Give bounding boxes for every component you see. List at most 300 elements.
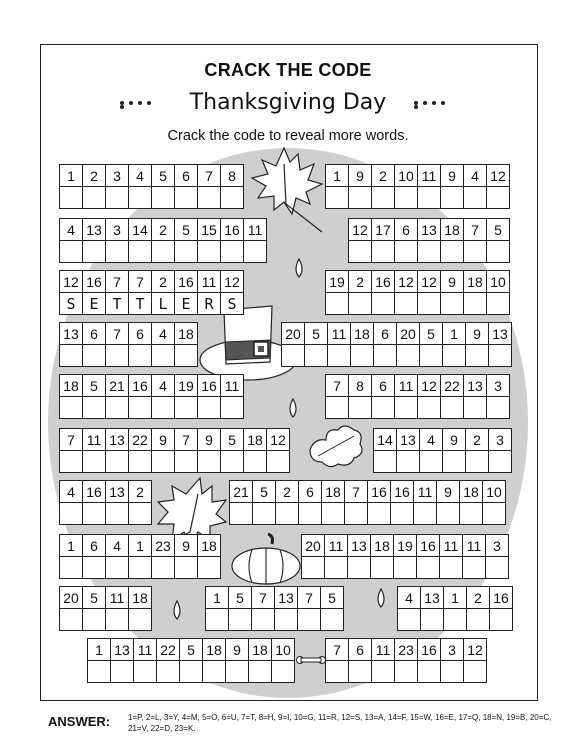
answer-letter-cell[interactable] [348,292,372,315]
answer-letter-cell[interactable] [440,396,464,419]
code-number-cell: 5 [179,638,203,661]
answer-letter-cell[interactable] [275,502,299,525]
answer-letter-cell[interactable] [59,240,83,263]
code-number-cell: 11 [82,428,106,451]
code-number-cell: 2 [465,428,489,451]
code-number-cell: 13 [347,534,371,557]
answer-letter-cell[interactable] [488,344,512,367]
answer-letter-cell[interactable] [348,660,372,683]
code-number-cell: 15 [197,218,221,241]
code-number-cell: 22 [156,638,180,661]
answer-letter-cell[interactable] [459,502,483,525]
code-number-cell: 7 [59,428,83,451]
answer-letter-cell[interactable] [417,186,441,209]
answer-letter-cell[interactable] [298,502,322,525]
answer-letter-cell[interactable] [220,450,244,473]
answer-letter-cell[interactable] [105,556,129,579]
code-number-cell: 1 [442,322,466,345]
answer-letter-cell[interactable] [151,240,175,263]
answer-letter-cell[interactable] [463,240,487,263]
answer-letter-cell[interactable] [197,186,221,209]
answer-letter-cell[interactable] [266,450,290,473]
code-number-cell: 13 [417,218,441,241]
answer-letter-cell[interactable] [373,344,397,367]
answer-letter-cell[interactable] [325,660,349,683]
code-number-cell: 1 [205,586,229,609]
answer-letter-cell[interactable] [463,292,487,315]
answer-letter-cell[interactable] [82,344,106,367]
answer-letter-cell[interactable] [128,608,152,631]
answer-letter-cell[interactable] [486,240,510,263]
code-number-cell: 9 [225,638,249,661]
answer-letter-cell[interactable] [465,450,489,473]
code-number-cell: 10 [271,638,295,661]
code-number-cell: 2 [82,164,106,187]
answer-letter-cell[interactable] [370,556,394,579]
answer-letter-cell[interactable]: S [59,292,83,315]
answer-letter-cell[interactable]: R [197,292,221,315]
answer-letter-cell[interactable] [440,186,464,209]
answer-letter-cell[interactable] [82,502,106,525]
answer-letter-cell[interactable] [371,660,395,683]
answer-letter-cell[interactable] [197,450,221,473]
answer-letter-cell[interactable] [420,608,444,631]
code-number-cell: 14 [128,218,152,241]
answer-letter-cell[interactable] [417,396,441,419]
answer-text: 1=P, 2=L, 3=Y, 4=M, 5=O, 6=U, 7=T, 8=H, 9=I, 10=G, 11=R, 12=S, 13=A, 14=F, 15=W, 16=E, 17=Q, 18=N, 19=B, 20=C, 21=V, 22=D, 23=K. [128,713,552,733]
answer-letter-cell[interactable] [394,292,418,315]
answer-letter-cell[interactable] [373,450,397,473]
code-number-cell: 11 [197,270,221,293]
answer-letter-cell[interactable] [419,450,443,473]
answer-letter-cell[interactable]: E [174,292,198,315]
answer-letter-cell[interactable] [393,556,417,579]
code-number-cell: 6 [348,638,372,661]
answer-letter-cell[interactable] [128,556,152,579]
code-number-cell: 14 [373,428,397,451]
answer-letter-cell[interactable] [271,660,295,683]
code-number-cell: 23 [151,534,175,557]
code-number-cell: 4 [59,480,83,503]
answer-letter-cell[interactable] [59,450,83,473]
answer-letter-cell[interactable] [110,660,134,683]
answer-letter-cell[interactable] [128,450,152,473]
answer-letter-cell[interactable] [105,608,129,631]
answer-letter-cell[interactable] [394,240,418,263]
answer-letter-cell[interactable] [105,502,129,525]
code-number-cell: 12 [394,270,418,293]
answer-letter-cell[interactable] [174,344,198,367]
answer-letter-cell[interactable] [82,396,106,419]
answer-letter-cell[interactable] [133,660,157,683]
code-number-cell: 7 [105,270,129,293]
code-number-cell: 11 [105,586,129,609]
code-number-cell: 5 [174,218,198,241]
answer-letter-cell[interactable] [174,556,198,579]
code-number-cell: 11 [371,638,395,661]
code-number-cell: 3 [105,164,129,187]
answer-letter-cell[interactable] [439,556,463,579]
code-number-cell: 9 [440,164,464,187]
code-number-cell: 13 [82,218,106,241]
code-number-cell: 13 [488,322,512,345]
code-number-cell: 7 [325,374,349,397]
answer-letter-cell[interactable] [443,608,467,631]
answer-letter-cell[interactable] [82,450,106,473]
answer-letter-cell[interactable] [419,344,443,367]
answer-letter-cell[interactable] [367,502,391,525]
code-number-cell: 4 [128,164,152,187]
answer-letter-cell[interactable] [347,556,371,579]
answer-letter-cell[interactable] [197,240,221,263]
answer-letter-cell[interactable] [59,608,83,631]
answer-letter-cell[interactable] [371,240,395,263]
code-word [59,218,267,264]
code-number-cell: 20 [281,322,305,345]
code-number-cell: 7 [128,270,152,293]
code-word [325,270,510,316]
code-number-cell: 9 [442,428,466,451]
code-number-cell: 18 [174,322,198,345]
code-number-cell: 4 [59,218,83,241]
answer-letter-cell[interactable] [151,186,175,209]
answer-letter-cell[interactable] [396,344,420,367]
answer-letter-cell[interactable] [151,396,175,419]
answer-letter-cell[interactable] [156,660,180,683]
answer-letter-cell[interactable] [416,556,440,579]
code-number-cell: 18 [321,480,345,503]
code-number-cell: 4 [397,586,421,609]
answer-letter-cell[interactable] [128,502,152,525]
code-number-cell: 13 [105,428,129,451]
code-number-cell: 12 [417,270,441,293]
code-number-cell: 11 [324,534,348,557]
code-number-cell: 13 [110,638,134,661]
answer-letter-cell[interactable]: L [151,292,175,315]
answer-letter-cell[interactable] [482,502,506,525]
answer-letter-cell[interactable] [396,450,420,473]
answer-letter-cell[interactable] [394,660,418,683]
code-number-cell: 8 [348,374,372,397]
code-number-cell: 2 [371,164,395,187]
code-number-cell: 6 [371,374,395,397]
code-number-cell: 18 [197,534,221,557]
code-word [205,586,344,632]
code-number-cell: 7 [463,218,487,241]
answer-letter-cell[interactable] [371,396,395,419]
answer-letter-cell[interactable] [228,608,252,631]
answer-letter-cell[interactable] [105,450,129,473]
code-number-cell: 16 [220,218,244,241]
code-number-cell: 7 [297,586,321,609]
answer-letter-cell[interactable] [82,608,106,631]
answer-letter-cell[interactable] [105,396,129,419]
code-number-cell: 21 [229,480,253,503]
code-word [348,218,510,264]
code-word [325,164,510,210]
code-number-cell: 1 [325,164,349,187]
code-word [301,534,509,580]
answer-letter-cell[interactable] [151,556,175,579]
code-number-cell: 1 [59,534,83,557]
code-number-cell: 12 [486,164,510,187]
code-number-cell: 12 [59,270,83,293]
answer-letter-cell[interactable] [327,344,351,367]
answer-letter-cell[interactable] [463,396,487,419]
answer-letter-cell[interactable] [151,344,175,367]
answer-letter-cell[interactable] [489,608,513,631]
code-number-cell: 11 [133,638,157,661]
answer-letter-cell[interactable] [252,502,276,525]
answer-letter-cell[interactable] [202,660,226,683]
answer-letter-cell[interactable] [413,502,437,525]
answer-letter-cell[interactable] [325,186,349,209]
answer-letter-cell[interactable] [220,186,244,209]
code-number-cell: 9 [151,428,175,451]
answer-letter-cell[interactable] [463,186,487,209]
answer-letter-cell[interactable] [197,556,221,579]
answer-letter-cell[interactable]: T [105,292,129,315]
answer-letter-cell[interactable] [220,396,244,419]
answer-letter-cell[interactable] [59,556,83,579]
code-number-cell: 5 [304,322,328,345]
code-number-cell: 18 [202,638,226,661]
code-number-cell: 12 [220,270,244,293]
code-number-cell: 19 [325,270,349,293]
answer-letter-cell[interactable] [82,556,106,579]
answer-letter-cell[interactable] [220,240,244,263]
answer-letter-cell[interactable] [225,660,249,683]
answer-letter-cell[interactable] [462,556,486,579]
code-number-cell: 16 [489,586,513,609]
answer-letter-cell[interactable] [463,660,487,683]
answer-letter-cell[interactable] [59,396,83,419]
code-number-cell: 8 [220,164,244,187]
answer-letter-cell[interactable] [488,450,512,473]
code-word [59,428,290,474]
answer-letter-cell[interactable] [442,450,466,473]
answer-letter-cell[interactable] [281,344,305,367]
answer-letter-cell[interactable] [197,396,221,419]
code-number-cell: 6 [394,218,418,241]
answer-letter-cell[interactable] [59,186,83,209]
code-number-cell: 18 [440,218,464,241]
code-number-cell: 5 [82,586,106,609]
code-number-cell: 18 [128,586,152,609]
code-number-cell: 3 [440,638,464,661]
answer-letter-cell[interactable] [466,608,490,631]
answer-letter-cell[interactable] [436,502,460,525]
code-number-cell: 23 [394,638,418,661]
answer-letter-cell[interactable] [59,344,83,367]
code-number-cell: 5 [320,586,344,609]
answer-letter-cell[interactable] [417,292,441,315]
answer-letter-cell[interactable] [394,186,418,209]
code-word [325,638,487,684]
code-number-cell: 13 [463,374,487,397]
code-number-cell: 21 [105,374,129,397]
code-number-cell: 16 [82,480,106,503]
code-number-cell: 16 [390,480,414,503]
answer-letter-cell[interactable] [486,396,510,419]
code-number-cell: 5 [151,164,175,187]
code-word [59,270,244,316]
answer-letter-cell[interactable] [465,344,489,367]
answer-letter-cell[interactable] [128,344,152,367]
code-number-cell: 16 [367,480,391,503]
code-number-cell: 18 [243,428,267,451]
code-word [325,374,510,420]
answer-letter-cell[interactable] [105,240,129,263]
code-number-cell: 9 [197,428,221,451]
code-number-cell: 7 [251,586,275,609]
code-number-cell: 6 [82,322,106,345]
answer-letter-cell[interactable] [325,292,349,315]
answer-letter-cell[interactable] [485,556,509,579]
code-number-cell: 9 [440,270,464,293]
answer-letter-cell[interactable] [442,344,466,367]
code-word [59,322,198,368]
code-number-cell: 18 [463,270,487,293]
code-number-cell: 19 [393,534,417,557]
answer-letter-cell[interactable] [397,608,421,631]
code-word [87,638,295,684]
answer-letter-cell[interactable] [440,240,464,263]
answer-letter-cell[interactable] [320,608,344,631]
answer-letter-cell[interactable] [297,608,321,631]
answer-letter-cell[interactable] [248,660,272,683]
code-word [373,428,512,474]
code-word [59,480,152,526]
answer-letter-cell[interactable] [105,344,129,367]
code-number-cell: 11 [462,534,486,557]
answer-letter-cell[interactable] [417,660,441,683]
code-number-cell: 7 [105,322,129,345]
answer-letter-cell[interactable]: E [82,292,106,315]
code-number-cell: 7 [174,428,198,451]
code-number-cell: 19 [174,374,198,397]
dots-right-decoration [414,101,456,107]
raindrop-icon [170,600,184,620]
code-number-cell: 16 [128,374,152,397]
answer-letter-cell[interactable] [128,240,152,263]
answer-letter-cell[interactable] [324,556,348,579]
answer-letter-cell[interactable] [486,292,510,315]
code-number-cell: 4 [105,534,129,557]
answer-letter-cell[interactable] [243,240,267,263]
answer-letter-cell[interactable] [251,608,275,631]
answer-letter-cell[interactable] [440,292,464,315]
code-number-cell: 5 [419,322,443,345]
code-number-cell: 6 [373,322,397,345]
code-number-cell: 7 [325,638,349,661]
code-number-cell: 5 [252,480,276,503]
code-number-cell: 17 [371,218,395,241]
answer-letter-cell[interactable] [440,660,464,683]
answer-letter-cell[interactable] [390,502,414,525]
code-number-cell: 4 [151,374,175,397]
answer-letter-cell[interactable] [350,344,374,367]
code-word [59,164,244,210]
code-word [59,586,152,632]
code-number-cell: 10 [486,270,510,293]
code-word [281,322,512,368]
code-number-cell: 9 [174,534,198,557]
answer-letter-cell[interactable] [321,502,345,525]
answer-letter-cell[interactable] [243,450,267,473]
answer-letter-cell[interactable] [344,502,368,525]
answer-letter-cell[interactable] [348,396,372,419]
code-number-cell: 13 [59,322,83,345]
puzzle-subtitle: Thanksgiving Day [189,90,387,115]
answer-letter-cell[interactable] [274,608,298,631]
code-number-cell: 9 [465,322,489,345]
answer-letter-cell[interactable] [128,396,152,419]
answer-letter-cell[interactable] [394,396,418,419]
answer-letter-cell[interactable] [486,186,510,209]
answer-letter-cell[interactable] [348,240,372,263]
code-number-cell: 4 [151,322,175,345]
answer-label: ANSWER: [48,714,111,729]
code-number-cell: 22 [440,374,464,397]
answer-letter-cell[interactable] [304,344,328,367]
raindrop-icon [286,398,300,418]
answer-letter-cell[interactable]: S [220,292,244,315]
answer-letter-cell[interactable] [174,186,198,209]
raindrop-icon [374,588,388,608]
answer-letter-cell[interactable] [174,240,198,263]
answer-letter-cell[interactable] [174,396,198,419]
answer-letter-cell[interactable] [151,450,175,473]
code-number-cell: 16 [197,374,221,397]
code-number-cell: 2 [151,270,175,293]
code-number-cell: 10 [482,480,506,503]
answer-letter-cell[interactable] [325,396,349,419]
code-number-cell: 1 [443,586,467,609]
answer-letter-cell[interactable] [59,502,83,525]
code-number-cell: 12 [348,218,372,241]
answer-letter-cell[interactable] [82,186,106,209]
answer-letter-cell[interactable]: T [128,292,152,315]
answer-letter-cell[interactable] [82,240,106,263]
answer-letter-cell[interactable] [417,240,441,263]
answer-letter-cell[interactable] [301,556,325,579]
oak-leaf-icon [304,420,368,470]
code-number-cell: 16 [371,270,395,293]
code-number-cell: 11 [439,534,463,557]
answer-letter-cell[interactable] [105,186,129,209]
answer-letter-cell[interactable] [87,660,111,683]
code-number-cell: 12 [417,374,441,397]
raindrop-icon [292,258,306,278]
code-number-cell: 18 [59,374,83,397]
answer-letter-cell[interactable] [229,502,253,525]
code-number-cell: 11 [413,480,437,503]
answer-letter-cell[interactable] [174,450,198,473]
answer-letter-cell[interactable] [128,186,152,209]
code-number-cell: 6 [298,480,322,503]
answer-letter-cell[interactable] [348,186,372,209]
code-number-cell: 18 [350,322,374,345]
answer-letter-cell[interactable] [371,186,395,209]
code-number-cell: 22 [128,428,152,451]
code-number-cell: 13 [274,586,298,609]
answer-letter-cell[interactable] [371,292,395,315]
answer-letter-cell[interactable] [205,608,229,631]
code-number-cell: 1 [59,164,83,187]
answer-letter-cell[interactable] [179,660,203,683]
code-number-cell: 18 [370,534,394,557]
